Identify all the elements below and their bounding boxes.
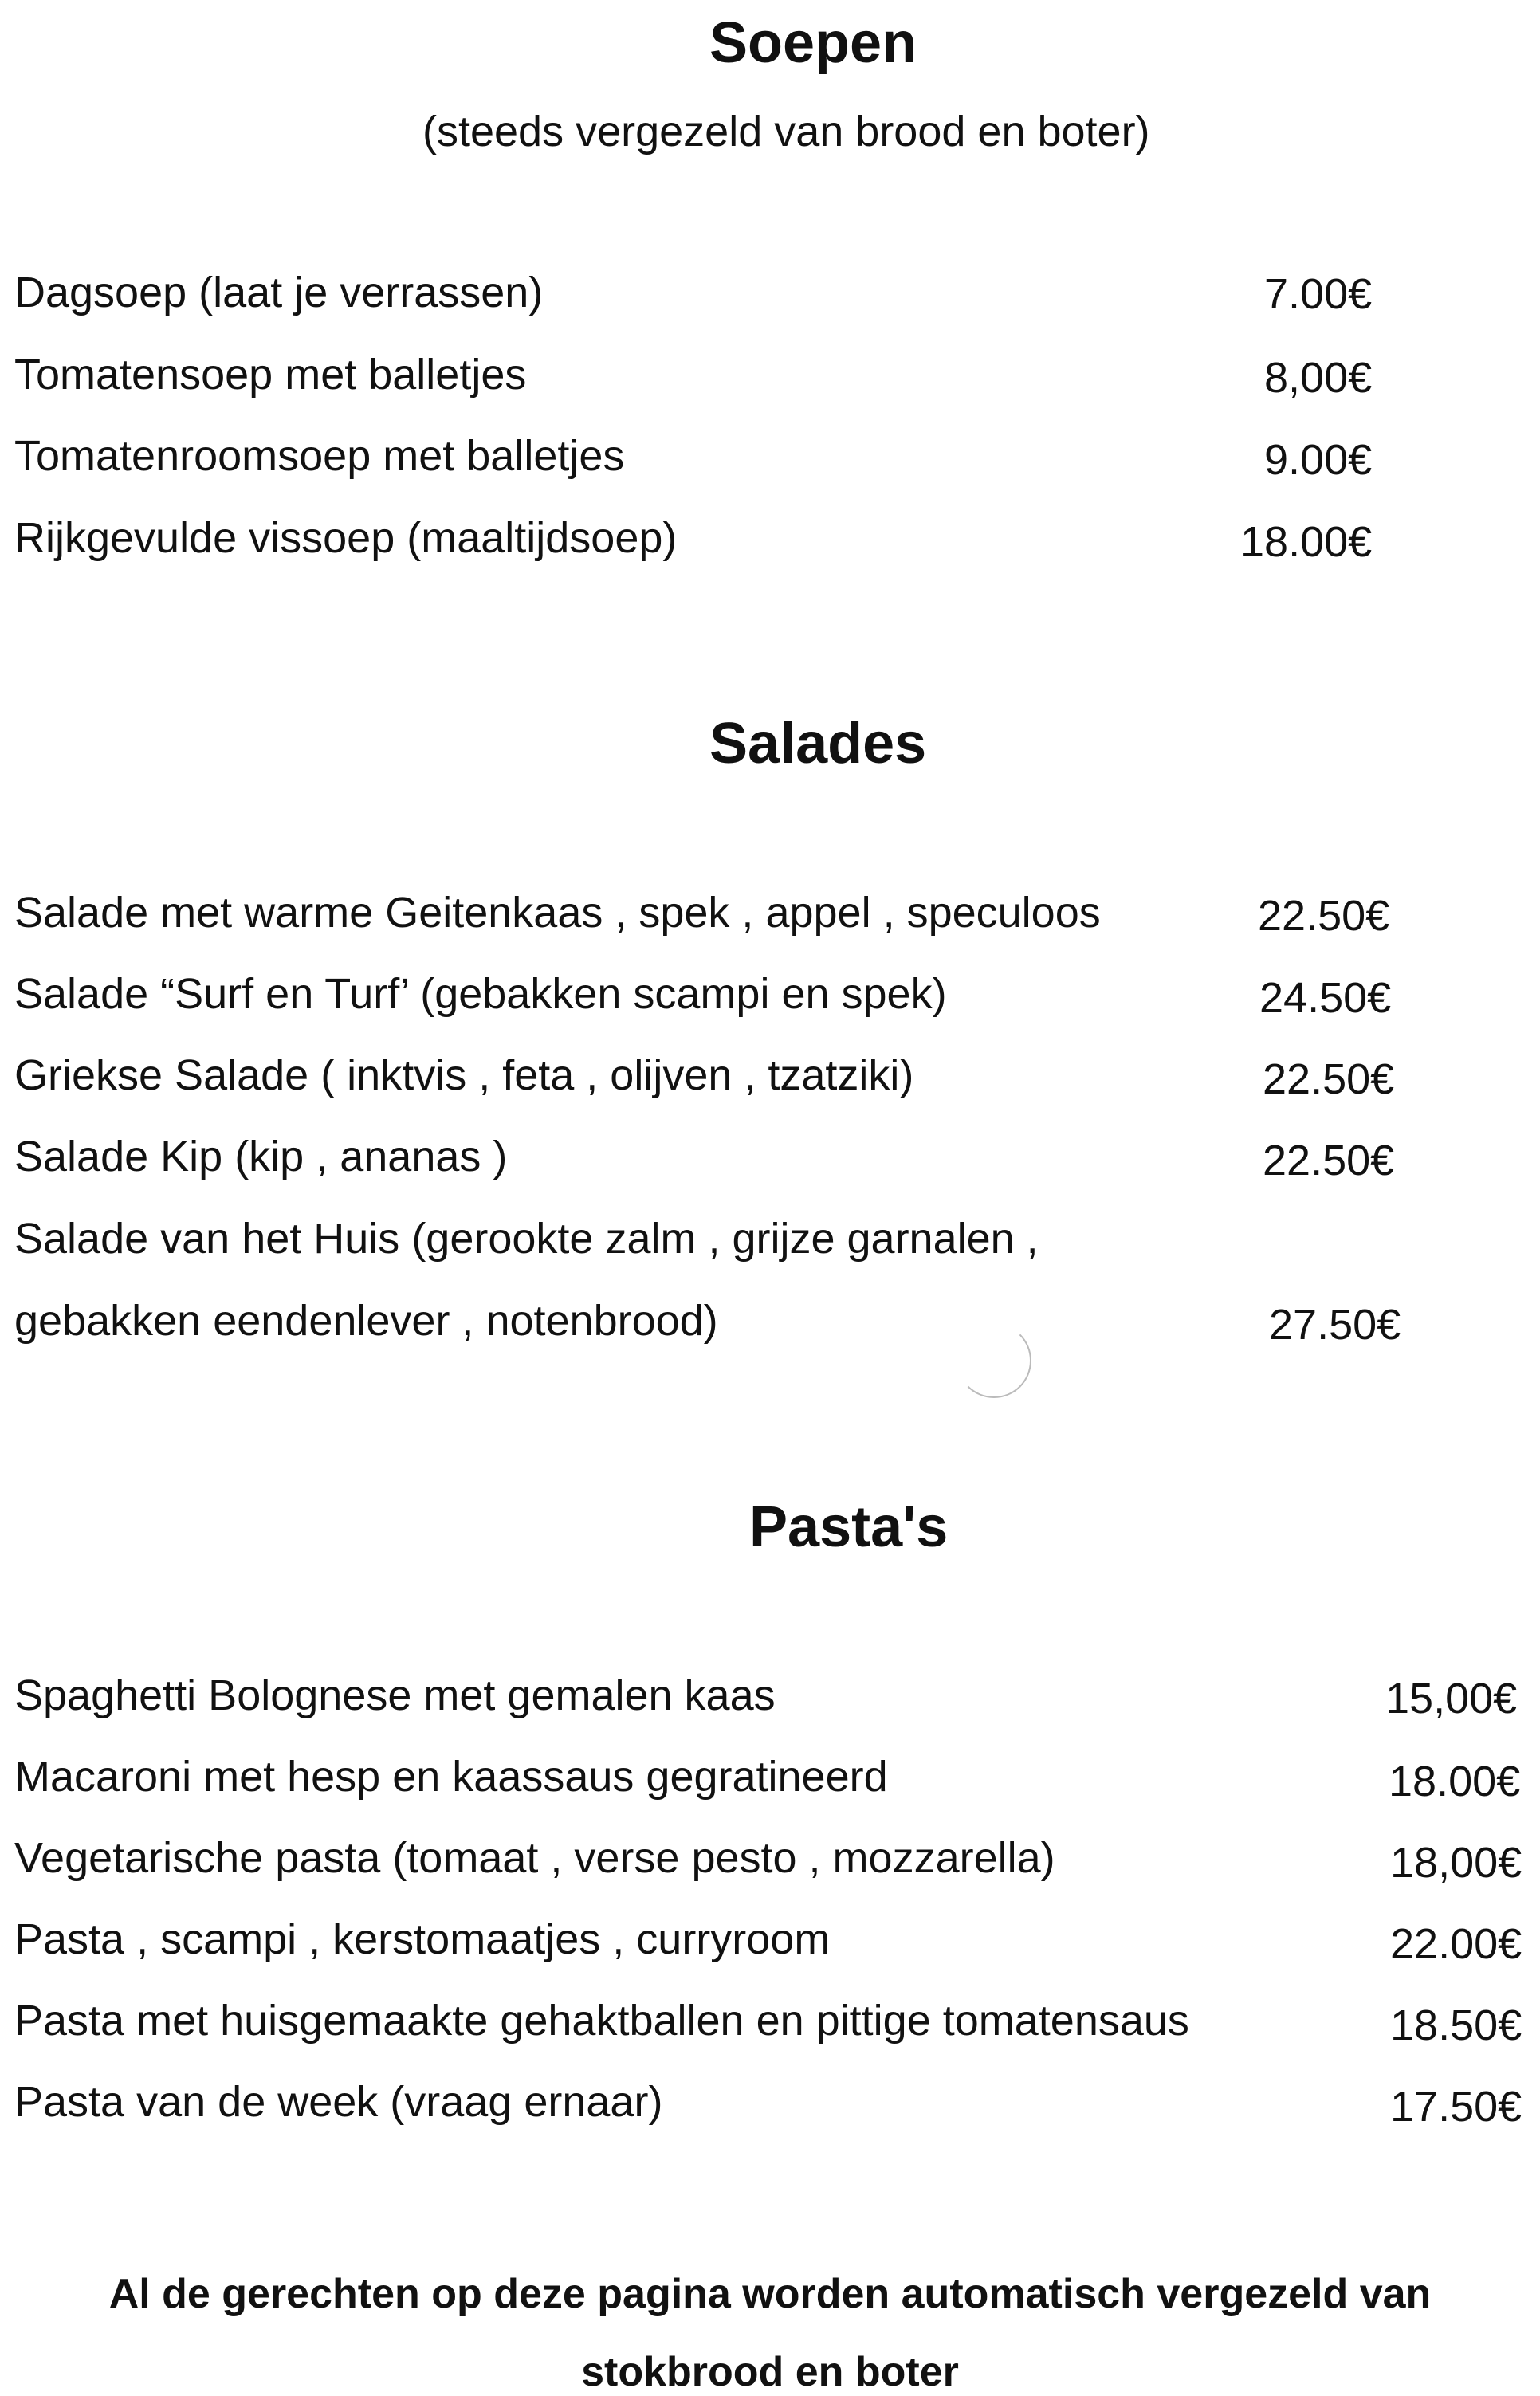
menu-item-name: Salade van het Huis (gerookte zalm , grijze garnalen ,: [14, 1215, 1039, 1263]
menu-item-price: 17.50€: [1390, 2083, 1522, 2131]
menu-item-name: Salade “Surf en Turf’ (gebakken scampi en spek): [14, 970, 947, 1018]
section-subtitle-soepen: (steeds vergezeld van brood en boter): [422, 108, 1150, 155]
scan-artifact: [957, 1323, 1031, 1398]
menu-item-price: 15,00€: [1385, 1675, 1518, 1722]
menu-item-price: 7.00€: [1264, 270, 1373, 318]
menu-item-price: 27.50€: [1269, 1301, 1401, 1349]
footer-note-line-2: stokbrood en boter: [581, 2349, 959, 2395]
menu-item-name: Griekse Salade ( inktvis , feta , olijven , tzatziki): [14, 1051, 914, 1099]
menu-item-price: 22.50€: [1263, 1055, 1395, 1103]
section-title-pastas: Pasta's: [749, 1495, 949, 1559]
menu-item-name: Vegetarische pasta (tomaat , verse pesto , mozzarella): [14, 1834, 1055, 1882]
menu-item-name: Salade met warme Geitenkaas , spek , appel , speculoos: [14, 889, 1101, 937]
footer-note-line-1: Al de gerechten op deze pagina worden automatisch vergezeld van: [108, 2271, 1432, 2317]
menu-item-name: Tomatenroomsoep met balletjes: [14, 432, 625, 480]
menu-item-price: 22.50€: [1263, 1137, 1395, 1184]
section-title-soepen: Soepen: [709, 11, 917, 75]
menu-item-name: Tomatensoep met balletjes: [14, 351, 527, 399]
menu-item-name: Macaroni met hesp en kaassaus gegratineerd: [14, 1753, 888, 1801]
section-title-salades: Salades: [709, 712, 927, 776]
menu-item-name: Pasta , scampi , kerstomaatjes , curryroom: [14, 1915, 831, 1963]
menu-item-name: Pasta van de week (vraag ernaar): [14, 2078, 663, 2126]
menu-item-price: 18.00€: [1389, 1758, 1521, 1805]
menu-item-price: 18.50€: [1390, 2001, 1522, 2049]
menu-item-price: 18.00€: [1240, 518, 1373, 566]
menu-item-price: 24.50€: [1259, 974, 1392, 1022]
menu-item-price: 18,00€: [1390, 1839, 1522, 1887]
menu-item-name: Salade Kip (kip , ananas ): [14, 1133, 508, 1180]
menu-item-price: 22.50€: [1258, 892, 1390, 940]
menu-item-name: Rijkgevulde vissoep (maaltijdsoep): [14, 514, 678, 562]
menu-item-price: 22.00€: [1390, 1920, 1522, 1968]
menu-item-name: Pasta met huisgemaakte gehaktballen en pittige tomatensaus: [14, 1997, 1189, 2044]
menu-item-name: Dagsoep (laat je verrassen): [14, 269, 544, 316]
menu-item-price: 8,00€: [1264, 354, 1373, 402]
menu-item-name-continued: gebakken eendenlever , notenbrood): [14, 1297, 718, 1345]
menu-item-price: 9.00€: [1264, 436, 1373, 484]
menu-item-name: Spaghetti Bolognese met gemalen kaas: [14, 1671, 776, 1719]
